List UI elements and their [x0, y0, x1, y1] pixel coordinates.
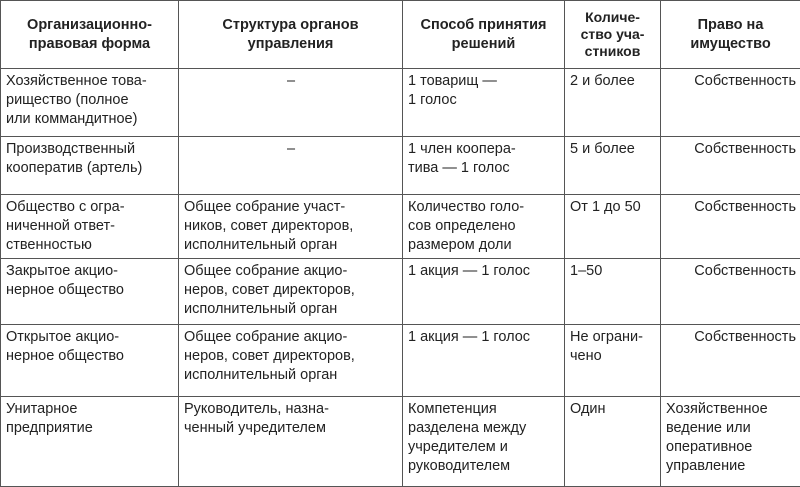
header-management: Структура органов управления: [179, 1, 403, 69]
table-row: [1, 137, 800, 195]
cell-management: Руководитель, назна- ченный учредителем: [179, 397, 403, 487]
cell-decisions: Компетенция разделена между учредителем и руководителем: [403, 397, 565, 487]
cell-property: Собственность: [661, 259, 800, 325]
cell-participants: 2 и более: [565, 69, 661, 137]
cell-participants: Один: [565, 397, 661, 487]
cell-property: Хозяйственное ведение или оперативное управление: [661, 397, 800, 487]
cell-decisions: Количество голо- сов определено размером доли: [403, 195, 565, 259]
cell-management: Общее собрание акцио- неров, совет директоров, исполнительный орган: [179, 325, 403, 397]
cell-form: Закрытое акцио- нерное общество: [1, 259, 179, 325]
cell-property: Собственность: [661, 137, 800, 195]
cell-management: –: [179, 137, 403, 195]
cell-property: Собственность: [661, 325, 800, 397]
table-row: [1, 69, 800, 137]
cell-management: –: [179, 69, 403, 137]
table-row: [1, 195, 800, 259]
cell-decisions: 1 товарищ — 1 голос: [403, 69, 565, 137]
header-decisions: Способ принятия решений: [403, 1, 565, 69]
cell-form: Производственный кооператив (артель): [1, 137, 179, 195]
cell-decisions: 1 акция — 1 голос: [403, 325, 565, 397]
cell-decisions: 1 акция — 1 голос: [403, 259, 565, 325]
table-row: [1, 259, 800, 325]
header-property: Право на имущество: [661, 1, 800, 69]
cell-property: Собственность: [661, 69, 800, 137]
cell-decisions: 1 член коопера- тива — 1 голос: [403, 137, 565, 195]
cell-form: Хозяйственное това- рищество (полное или коммандитное): [1, 69, 179, 137]
cell-management: Общее собрание участ- ников, совет директоров, исполнительный орган: [179, 195, 403, 259]
cell-participants: 5 и более: [565, 137, 661, 195]
header-participants: Количе- ство уча- стников: [565, 1, 661, 69]
header-row: [1, 1, 800, 69]
header-form: Организационно- правовая форма: [1, 1, 179, 69]
cell-form: Открытое акцио- нерное общество: [1, 325, 179, 397]
cell-participants: 1–50: [565, 259, 661, 325]
cell-form: Общество с огра- ниченной ответ- ственностью: [1, 195, 179, 259]
table-row: [1, 325, 800, 397]
cell-management: Общее собрание акцио- неров, совет директоров, исполнительный орган: [179, 259, 403, 325]
cell-form: Унитарное предприятие: [1, 397, 179, 487]
cell-participants: Не ограни- чено: [565, 325, 661, 397]
cell-property: Собственность: [661, 195, 800, 259]
cell-participants: От 1 до 50: [565, 195, 661, 259]
table-row: [1, 397, 800, 487]
